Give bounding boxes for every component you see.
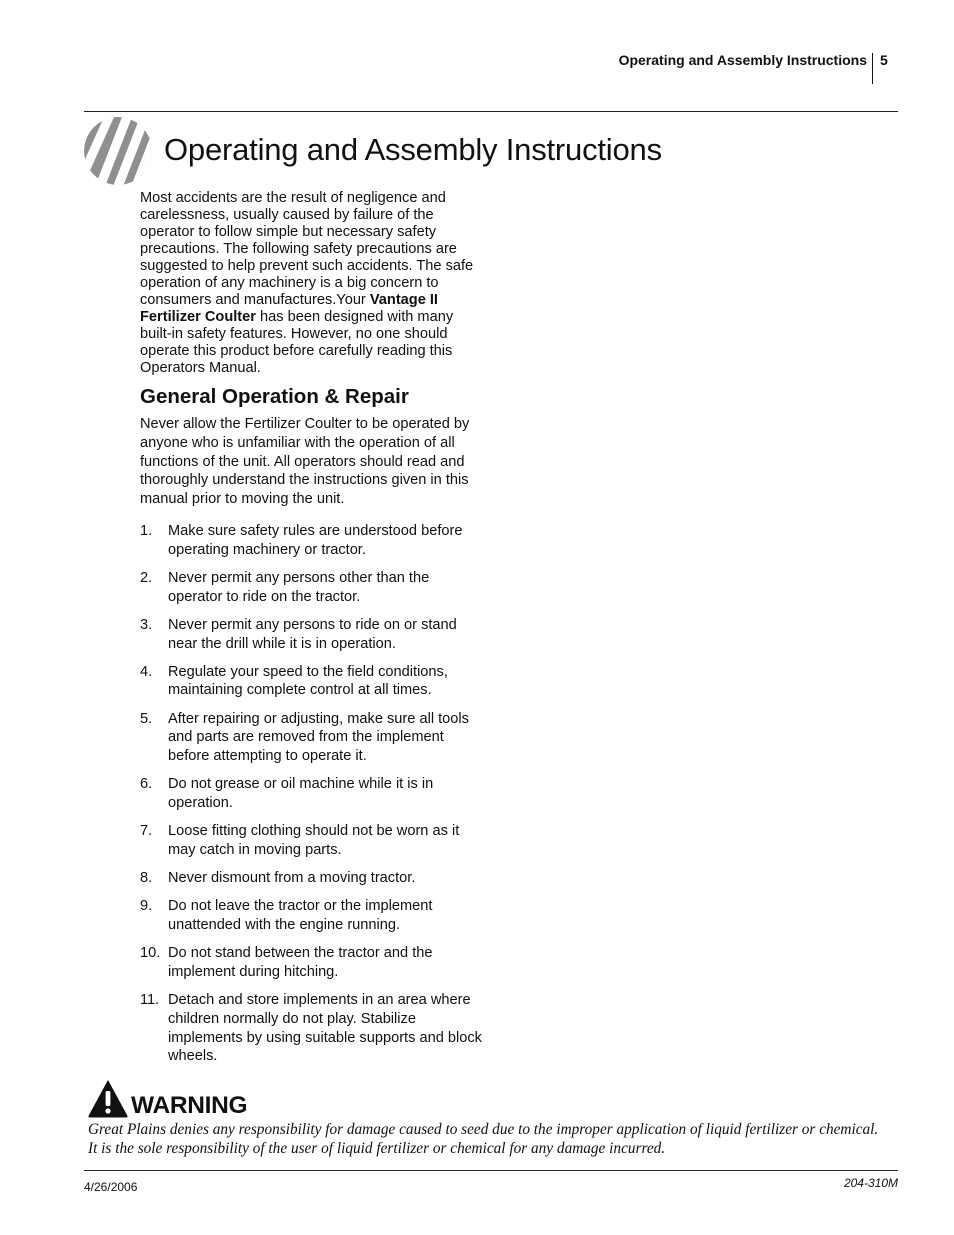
warning-line-1: Great Plains denies any responsibility for damage caused to seed due to the improper application of liquid fertilizer or chemical.: [88, 1121, 879, 1138]
product-name: Vantage II Fertilizer Coulter: [140, 292, 438, 325]
intro-text-after: has been designed with many built-in safety features. However, no one should operate this product before carefully reading this Operators Manual.: [140, 309, 454, 376]
list-item: [140, 663, 485, 701]
list-item-number: 8.: [140, 870, 153, 887]
list-item: [140, 991, 485, 1066]
list-item-number: 10.: [140, 945, 161, 962]
page-title: Operating and Assembly Instructions: [164, 132, 662, 167]
list-item: [140, 522, 485, 560]
list-item: [140, 710, 485, 766]
warning-line-2: It is the sole responsibility of the user of liquid fertilizer or chemical for any damage incurred.: [88, 1139, 666, 1157]
list-item: [140, 822, 485, 860]
warning-triangle-icon: [88, 1080, 128, 1118]
list-item-text: Make sure safety rules are understood before operating machinery or tractor.: [168, 523, 463, 558]
list-item-text: Do not leave the tractor or the implement unattended with the engine running.: [168, 898, 433, 933]
footer-date: 4/26/2006: [84, 1180, 138, 1194]
list-item: [140, 944, 485, 982]
list-item-text: Never permit any persons to ride on or stand near the drill while it is in operation.: [168, 616, 457, 652]
list-item: [140, 897, 485, 935]
intro-text-before: Most accidents are the result of negligence and carelessness, usually caused by failure of the operator to follow simple but necessary safety precautions. The following safety precautions are suggested to help prevent such accidents. The safe operation of any machinery is a big concern to consumers and manufactures.Your: [140, 190, 474, 308]
list-item-number: 7.: [140, 823, 153, 840]
list-item-number: 2.: [140, 569, 153, 586]
document-code: 204-310M: [843, 1176, 898, 1190]
list-item-text: Do not grease or oil machine while it is in operation.: [168, 776, 434, 812]
list-item-number: 3.: [140, 616, 153, 633]
section-heading: General Operation & Repair: [140, 385, 409, 408]
list-item: [140, 775, 485, 813]
bottom-rule: [84, 1170, 898, 1171]
list-item: [140, 569, 485, 607]
general-operation-paragraph: Never allow the Fertilizer Coulter to be operated by anyone who is unfamiliar with the operation of all functions of the unit. All operators should read and thoroughly understand the instructions given in this manual prior to moving the unit.: [140, 416, 470, 508]
list-item-text: Regulate your speed to the field conditions, maintaining complete control at all times.: [168, 663, 448, 699]
warning-label: WARNING: [131, 1092, 248, 1119]
list-item-number: 11.: [140, 991, 160, 1008]
list-item-text: Never permit any persons other than the operator to ride on the tractor.: [168, 569, 430, 605]
list-item-number: 5.: [140, 710, 153, 727]
list-item-number: 9.: [140, 898, 153, 915]
great-plains-logo-icon: [82, 115, 154, 187]
top-rule: [84, 111, 898, 112]
list-item-text: Detach and store implements in an area where children normally do not play. Stabilize implements by using suitable supports and block wheels.: [168, 991, 482, 1065]
list-item-text: Loose fitting clothing should not be worn as it may catch in moving parts.: [168, 823, 460, 858]
running-header-title: Operating and Assembly Instructions: [618, 52, 867, 68]
intro-paragraph: [140, 190, 480, 377]
list-item-text: Do not stand between the tractor and the implement during hitching.: [168, 945, 433, 980]
list-item-number: 1.: [140, 523, 153, 539]
header-divider: [872, 53, 873, 84]
list-item-number: 6.: [140, 776, 153, 793]
safety-rules-list: [140, 522, 485, 1075]
list-item-number: 4.: [140, 663, 153, 680]
list-item-text: Never dismount from a moving tractor.: [168, 870, 416, 887]
list-item-text: After repairing or adjusting, make sure all tools and parts are removed from the implement before attempting to operate it.: [168, 710, 469, 765]
list-item: [140, 616, 485, 654]
warning-text: [88, 1121, 908, 1158]
list-item: [140, 869, 485, 888]
page-number: 5: [880, 52, 888, 68]
